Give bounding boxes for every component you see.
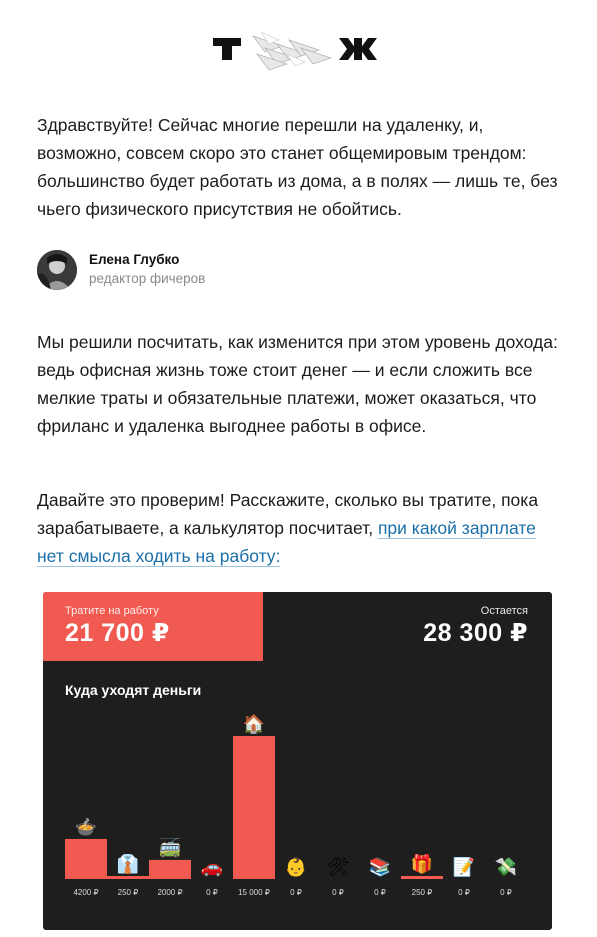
calculator-link[interactable]: при какой зарплате нет смысла ходить на работу:: [37, 518, 536, 566]
intro-paragraph: Здравствуйте! Сейчас многие перешли на удаленку, и, возможно, совсем скоро это станет общемировым трендом: большинство будет работать из дома, а в полях — лишь те, без чьего физического присутствия не обойтись.: [37, 115, 558, 219]
tick-label-gifts: 250 ₽: [411, 888, 433, 897]
cta-paragraph: [37, 486, 562, 570]
bar-transport: [149, 860, 191, 879]
author-role: редактор фичеров: [89, 271, 206, 286]
tick-label-money: 0 ₽: [500, 888, 512, 897]
tick-label-tools: 0 ₽: [332, 888, 344, 897]
tick-label-transport: 2000 ₽: [157, 888, 183, 897]
clothes-icon[interactable]: 👔: [116, 854, 140, 875]
spent-label: Тратите на работу: [65, 605, 159, 617]
bar-clothes: [107, 876, 149, 879]
author-block: [37, 250, 205, 290]
car-icon[interactable]: 🚗: [200, 857, 224, 878]
avatar: [37, 250, 77, 290]
notes-icon[interactable]: 📝: [452, 857, 476, 878]
housing-icon[interactable]: 🏠: [242, 714, 266, 735]
bar-gifts: [401, 876, 443, 879]
money-icon[interactable]: 💸: [494, 857, 518, 878]
tick-label-books: 0 ₽: [374, 888, 386, 897]
tick-label-clothes: 250 ₽: [117, 888, 139, 897]
books-icon[interactable]: 📚: [368, 857, 392, 878]
tick-label-car: 0 ₽: [206, 888, 218, 897]
tick-label-food: 4200 ₽: [73, 888, 99, 897]
gifts-icon[interactable]: 🎁: [410, 854, 434, 875]
body-paragraph: Мы решили посчитать, как изменится при этом уровень дохода: ведь офисная жизнь тоже стоит денег — и если сложить все мелкие траты и обязательные платежи, может оказаться, что фриланс и удаленка выгоднее работы в офисе.: [37, 332, 558, 436]
bar-food: [65, 839, 107, 879]
transport-icon[interactable]: 🚎: [158, 837, 182, 859]
tools-icon[interactable]: 🛠: [326, 857, 350, 878]
tick-label-notes: 0 ₽: [458, 888, 470, 897]
logo[interactable]: [0, 24, 597, 76]
calculator-widget: [43, 592, 552, 930]
food-icon[interactable]: 🍲: [74, 816, 98, 838]
tick-label-housing: 15 000 ₽: [238, 888, 270, 897]
bar-housing: [233, 736, 275, 879]
child-icon[interactable]: 👶: [284, 857, 308, 878]
author-name: Елена Глубко: [89, 252, 180, 267]
tzh-logo-icon: [213, 24, 385, 76]
tick-label-child: 0 ₽: [290, 888, 302, 897]
expense-chart: [43, 592, 552, 930]
chart-title: Куда уходят деньги: [65, 682, 202, 698]
cta-text: Давайте это проверим! Расскажите, сколько вы тратите, пока зарабатываете, а калькулятор посчитает,: [37, 490, 539, 538]
remain-label: Остается: [480, 605, 528, 617]
remain-value: 28 300 ₽: [423, 619, 528, 647]
spent-value: 21 700 ₽: [65, 619, 170, 647]
